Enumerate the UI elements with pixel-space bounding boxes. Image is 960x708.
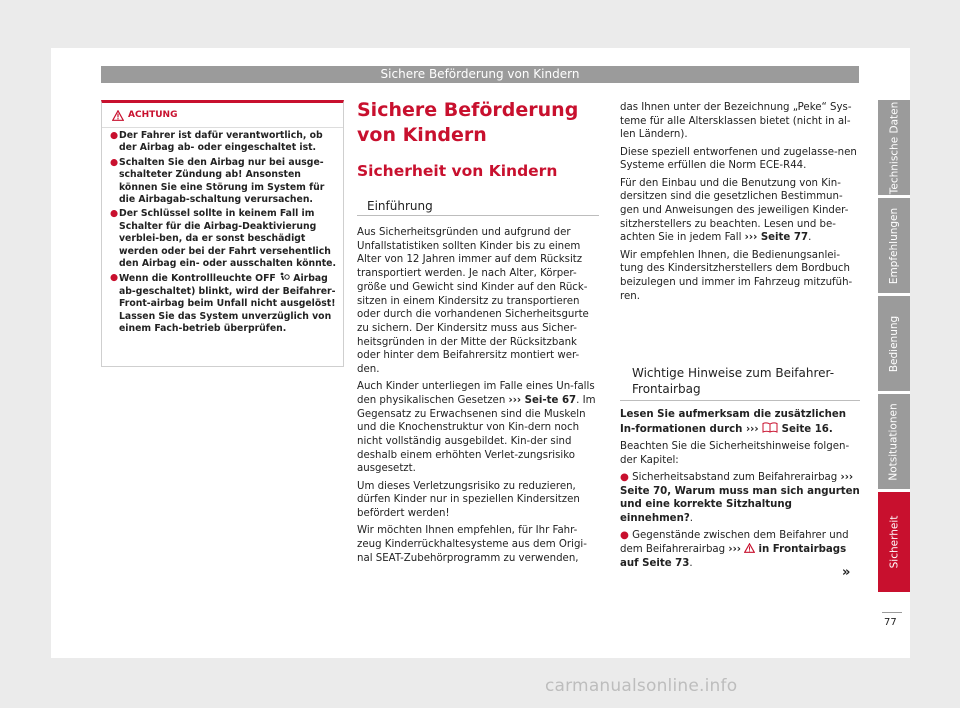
tab-technische-daten[interactable]: Technische Daten xyxy=(878,100,910,195)
paragraph: Aus Sicherheitsgründen und aufgrund der Unfallstatistiken sollten Kinder bis zu einem Alter von 12 Jahren immer auf dem Rücksitz transportiert werden. Je nach Alter, Körper-größe und Gewicht sind Kinder auf den Rück-sitzen in einem Kindersitz zu transportieren oder durch die vorhandenen Sicherheitsgurte zu sichern. Der Kindersitz muss aus Sicher-heitsgründen in der Mitte der Rücksitzbank oder hinter dem Beifahrersitz montiert wer-den. xyxy=(357,227,589,376)
page-reference-link[interactable]: Seite 16 xyxy=(781,423,829,435)
airbag-notes xyxy=(620,408,860,574)
page-reference-link[interactable]: ››› Seite 77 xyxy=(744,232,809,244)
warning-divider xyxy=(102,127,343,128)
intro-text-continued xyxy=(620,101,860,307)
continue-mark: » xyxy=(842,565,851,580)
warning-item: ● Wenn die Kontrollleuchte OFF Airbag ab-geschaltet) blinkt, wird der Beifahrer-Front-airbag beim Unfall nicht ausgelöst! Lassen Sie das System unverzüglich von einem Fach-betrieb überprüfen. xyxy=(110,272,336,335)
warning-header xyxy=(112,108,177,122)
section-heading: Einführung xyxy=(367,199,433,213)
paragraph: Auch Kinder unterliegen im Falle eines Un-falls den physikalischen Gesetzen ››› Sei-te 67. Im Gegensatz zu Erwachsenen sind die Muskeln und die Knochenstruktur von Kin-dern noch nicht vollständig ausgebildet. Kin-der sind deshalb einem erhöhten Verlet-zungsrisiko ausgesetzt. xyxy=(357,381,596,475)
paragraph: Diese speziell entworfenen und zugelasse-nen Systeme erfüllen die Norm ECE-R44. xyxy=(620,146,857,172)
paragraph: Beachten Sie die Sicherheitshinweise folgen-der Kapitel: xyxy=(620,440,850,466)
warning-box xyxy=(101,100,344,367)
running-header: Sichere Beförderung von Kindern xyxy=(101,66,859,83)
section-heading: Wichtige Hinweise zum Beifahrer-Frontairbag xyxy=(632,366,835,396)
warning-item: ● Schalten Sie den Airbag nur bei ausge-schalteter Zündung ab! Ansonsten können Sie eine Störung im System für die Airbagab-schaltung verursachen. xyxy=(110,156,325,206)
paragraph: Wir empfehlen Ihnen, die Bedienungsanlei-tung des Kindersitzherstellers dem Bordbuch beizulegen und immer im Fahrzeug mitzufüh-ren. xyxy=(620,249,853,302)
watermark: carmanualsonline.info xyxy=(545,676,738,696)
tab-bedienung[interactable]: Bedienung xyxy=(878,296,910,391)
warning-list xyxy=(110,130,338,338)
warning-triangle-icon xyxy=(744,543,755,553)
paragraph: Für den Einbau und die Benutzung von Kin-dersitzen sind die gesetzlichen Bestimmun-gen und Anweisungen des jeweiligen Kinder-sitzherstellers zu beachten. Lesen und be-achten Sie in jedem Fall ››› Seite 77. xyxy=(620,177,849,244)
page-reference-link[interactable]: in Frontairbags auf Seite 73 xyxy=(620,543,847,569)
section-divider xyxy=(357,215,599,216)
warning-title: ACHTUNG xyxy=(128,110,178,120)
page-title: Sichere Beförderung von Kindern xyxy=(357,99,579,146)
bullet-item: ● Gegenstände zwischen dem Beifahrer und dem Beifahrerairbag ››› in Frontairbags auf Seite 73. xyxy=(620,530,849,569)
chapter-subtitle: Sicherheit von Kindern xyxy=(357,162,558,180)
paragraph: Lesen Sie aufmerksam die zusätzlichen In-formationen durch ››› Seite 16. xyxy=(620,409,847,435)
section-divider xyxy=(620,400,860,401)
intro-text xyxy=(357,226,601,569)
bullet-item: ● Sicherheitsabstand zum Beifahrerairbag ››› Seite 70, Warum muss man sich angurten und eine korrekte Sitzhaltung einnehmen?. xyxy=(620,471,860,524)
warning-item: ● Der Schlüssel sollte in keinem Fall im Schalter für die Airbag-Deaktivierung verblei-ben, da er sonst beschädigt werden oder bei der Fahrt versehentlich den Airbag ein- oder ausschalten könnte. xyxy=(110,208,336,270)
paragraph: Um dieses Verletzungsrisiko zu reduzieren, dürfen Kinder nur in speziellen Kindersitzen befördert werden! xyxy=(357,480,580,520)
warning-triangle-icon xyxy=(112,110,124,121)
page-reference-link[interactable]: ››› Sei-te 67 xyxy=(508,394,577,406)
off-indicator-label: OFF xyxy=(255,273,276,285)
page-number: 77 xyxy=(884,617,897,628)
page-number-rule xyxy=(882,612,902,613)
book-icon xyxy=(762,422,778,433)
tab-notsituationen[interactable]: Notsituationen xyxy=(878,394,910,489)
paragraph: das Ihnen unter der Bezeichnung „Peke“ Sys-teme für alle Altersklassen bietet (nicht in al-len Ländern). xyxy=(620,102,852,141)
page-reference-link[interactable]: ››› Seite 70, Warum muss man sich angurten und eine korrekte Sitzhaltung einnehmen? xyxy=(620,471,860,524)
paragraph: Wir möchten Ihnen empfehlen, für Ihr Fahr-zeug Kinderrückhaltesysteme aus dem Origi-nal SEAT-Zubehörprogramm zu verwenden, xyxy=(357,525,587,564)
tab-sicherheit[interactable]: Sicherheit xyxy=(878,492,910,592)
airbag-icon xyxy=(279,272,290,282)
warning-item: ● Der Fahrer ist dafür verantwortlich, ob der Airbag ab- oder eingeschaltet ist. xyxy=(110,130,323,154)
tab-empfehlungen[interactable]: Empfehlungen xyxy=(878,198,910,293)
